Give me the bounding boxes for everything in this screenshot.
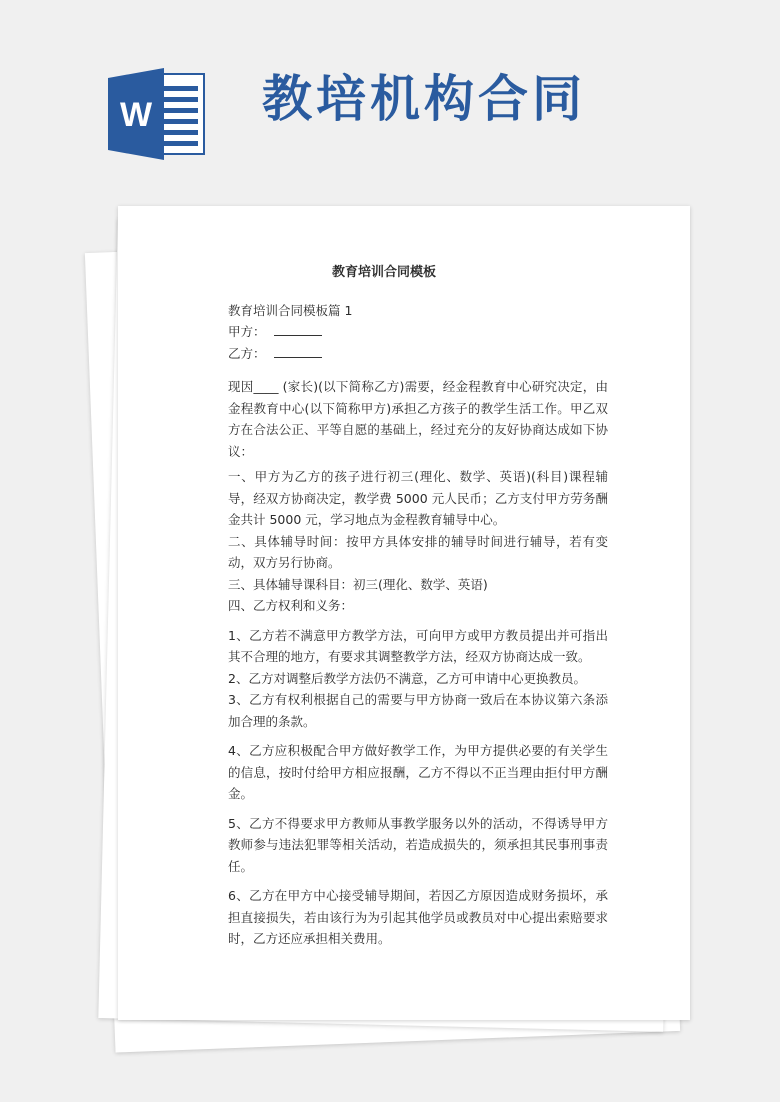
paragraph-clause-4: 四、乙方权利和义务：: [228, 598, 354, 613]
party-a-line: [228, 321, 608, 343]
party-b-line: [228, 343, 608, 365]
party-b-label: 乙方：: [228, 345, 266, 361]
word-icon: [108, 68, 208, 160]
paragraph-item-2: 2、乙方对调整后教学方法仍不满意，乙方可申请中心更换教员。: [228, 670, 586, 686]
party-b-blank: [274, 345, 322, 358]
paragraph-item-6: 6、乙方在甲方中心接受辅导期间，若因乙方原因造成财务损坏，承担直接损失，若由该行为为引起其他学员或教员对中心提出索赔要求时，乙方还应承担相关费用。: [228, 888, 608, 946]
party-a-label: 甲方：: [228, 324, 266, 339]
paragraph-clause-2: 二、具体辅导时间：按甲方具体安排的辅导时间进行辅导，若有变动，双方另行协商。: [228, 533, 608, 570]
paragraph-item-3: 3、乙方有权利根据自己的需要与甲方协商一致后在本协议第六条添加合理的条款。: [228, 692, 608, 729]
page-title: 教培机构合同: [262, 70, 586, 128]
paragraph-item-4: 4、乙方应积极配合甲方做好教学工作，为甲方提供必要的有关学生的信息，按时付给甲方相应报酬，乙方不得以不正当理由拒付甲方酬金。: [228, 743, 608, 801]
word-logo-letter: W: [119, 96, 153, 134]
paragraph-clause-3: 三、具体辅导课科目：初三(理化、数学、英语): [228, 576, 488, 592]
paragraph-item-5: 5、乙方不得要求甲方教师从事教学服务以外的活动，不得诱导甲方教师参与违法犯罪等相关活动，若造成损失的，须承担其民事刑事责任。: [228, 815, 608, 874]
document-body: [228, 262, 608, 950]
paragraph-preamble: 现因____ (家长)(以下简称乙方)需要，经金程教育中心研究决定，由金程教育中心(以下简称甲方)承担乙方孩子的教学生活工作。甲乙双方在合法公正、平等自愿的基础上，经过充分的友好协商达成如下协议：: [228, 379, 608, 459]
section-heading: 教育培训合同模板篇 1: [228, 302, 353, 318]
paragraph-item-1: 1、乙方若不满意甲方教学方法，可向甲方或甲方教员提出并可指出其不合理的地方，有要求其调整教学方法，经双方协商达成一致。: [228, 627, 608, 664]
paragraph-clause-1: 一、甲方为乙方的孩子进行初三(理化、数学、英语)(科目)课程辅导，经双方协商决定，教学费 5000 元人民币；乙方支付甲方劳务酬金共计 5000 元，学习地点为金程教育辅导中心。: [228, 469, 608, 527]
party-a-blank: [274, 323, 322, 336]
document-title: 教育培训合同模板: [331, 265, 436, 280]
